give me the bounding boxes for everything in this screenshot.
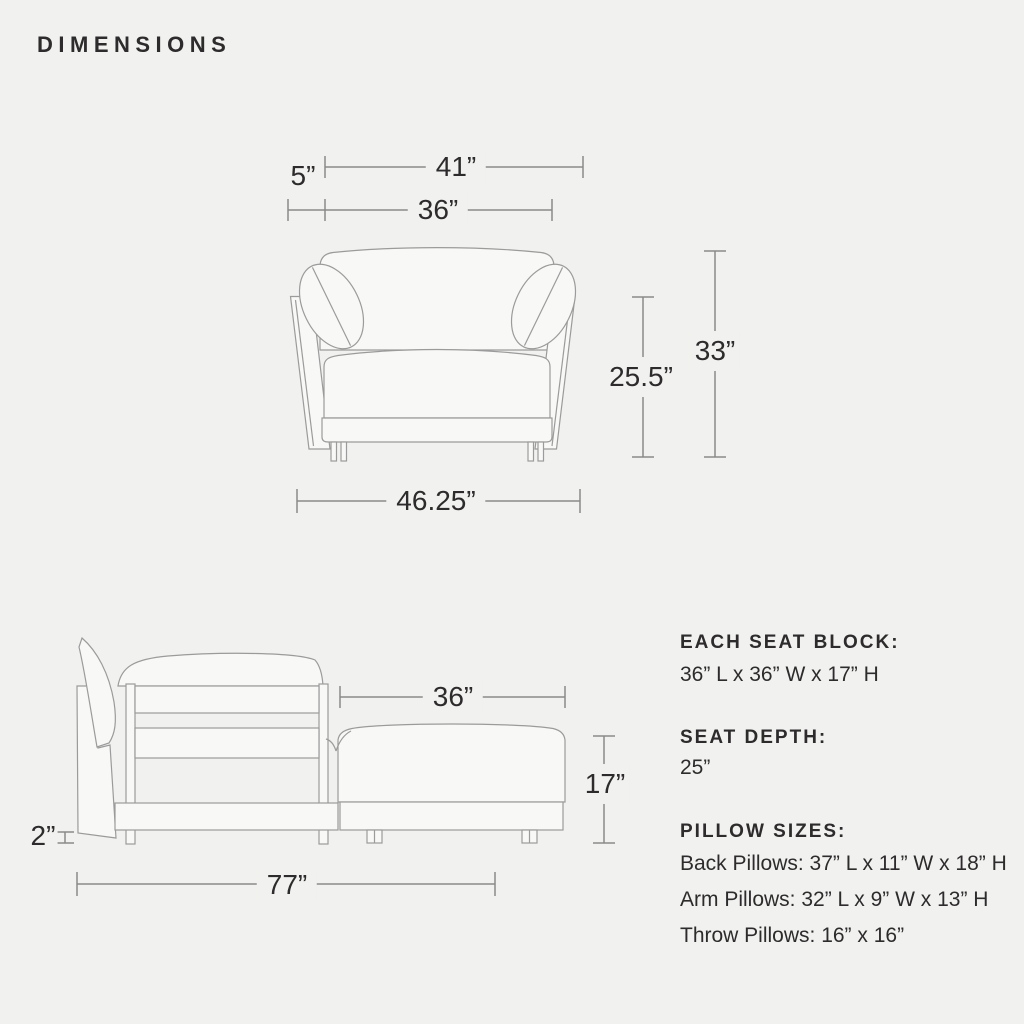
side-frame-rail-middle [135,728,319,758]
dim-label-seat-length: 36” [423,681,483,713]
front-seat-cushion [324,350,550,419]
dimline-leg-height [56,832,74,843]
dim-label-seat-block-height: 17” [580,764,630,804]
dim-label-leg-height: 2” [30,820,56,851]
front-base [322,418,552,442]
ottoman-leg [367,830,382,843]
dim-label-back-width: 41” [426,151,486,183]
spec-value-seat-depth: 25” [680,756,711,779]
dim-label-seat-width: 36” [408,194,468,226]
spec-heading-pillow-sizes: PILLOW SIZES: [680,821,847,842]
side-seat-cushion-top [118,653,323,686]
front-leg [528,442,534,461]
page-title: DIMENSIONS [37,32,232,57]
front-leg [341,442,347,461]
spec-value-seat-block: 36” L x 36” W x 17” H [680,663,879,686]
dim-label-overall-length: 77” [257,869,317,901]
dim-label-overall-height: 33” [690,331,740,371]
spec-value-arm-pillows: Arm Pillows: 32” L x 9” W x 13” H [680,888,989,911]
dim-label-overall-width: 46.25” [386,485,485,517]
spec-value-back-pillows: Back Pillows: 37” L x 11” W x 18” H [680,852,1007,875]
dim-label-seat-height: 25.5” [604,357,678,397]
ottoman-cushion [338,724,565,802]
spec-heading-seat-block: EACH SEAT BLOCK: [680,632,900,653]
side-view-drawing [77,638,565,844]
front-leg [331,442,337,461]
front-view-drawing [287,248,589,461]
ottoman-leg [522,830,537,843]
front-leg [538,442,544,461]
spec-heading-seat-depth: SEAT DEPTH: [680,727,828,748]
ottoman-base [340,802,563,830]
spec-value-throw-pillows: Throw Pillows: 16” x 16” [680,924,905,947]
side-seat-base [115,803,338,830]
side-frame-rail-top [135,686,319,713]
dim-label-arm-width: 5” [290,160,316,191]
